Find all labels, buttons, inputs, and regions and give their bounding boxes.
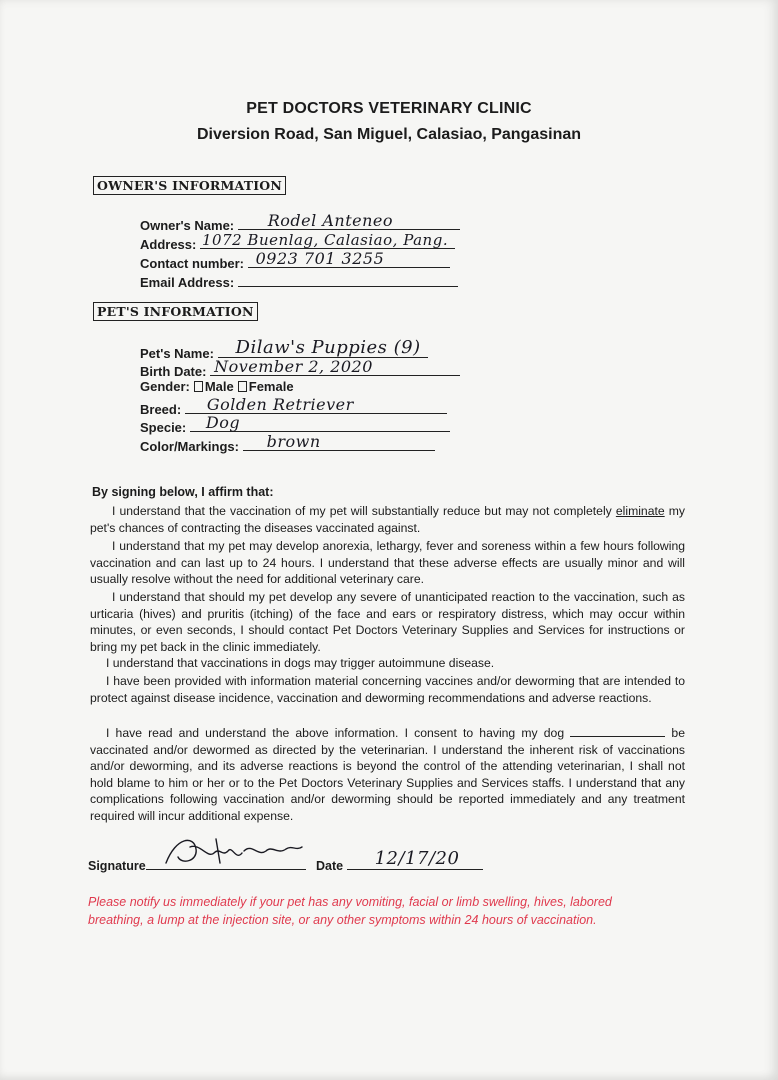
affirm-p1-text: I understand that the vaccination of my pet will substantially reduce but may not completely bbox=[112, 504, 612, 518]
warning-note: Please notify us immediately if your pet has any vomiting, facial or limb swelling, hives, labored breathing, a lump at the injection site, or any other symptoms within 24 hours of vaccination. bbox=[88, 895, 612, 927]
pet-name-value: Dilaw's Puppies (9) bbox=[235, 337, 421, 358]
owner-email-field bbox=[140, 271, 458, 290]
affirm-paragraph-3: I understand that should my pet develop any severe of unanticipated reaction to the vaccination, such as urticaria (hives) and pruritis (itching) of the face and ears or respiratory distress, which may occur within minutes, or even seconds, I should contact Pet Doctors Veterinary Supplies and Services for instructions or bring my pet back in the clinic immediately. bbox=[90, 590, 685, 654]
owner-contact-value: 0923 701 3255 bbox=[255, 249, 385, 268]
owner-email-label: Email Address: bbox=[140, 275, 235, 290]
gender-field bbox=[140, 379, 294, 394]
female-checkbox[interactable] bbox=[238, 381, 247, 392]
owner-address-label: Address: bbox=[140, 237, 197, 252]
owner-email-line[interactable] bbox=[238, 271, 458, 287]
pet-name-label: Pet's Name: bbox=[140, 346, 214, 361]
date-value: 12/17/20 bbox=[374, 848, 460, 869]
specie-line[interactable] bbox=[190, 413, 450, 432]
handwritten-signature bbox=[156, 833, 306, 869]
owner-name-label: Owner's Name: bbox=[140, 218, 235, 233]
clinic-name: PET DOCTORS VETERINARY CLINIC bbox=[246, 100, 532, 117]
specie-label: Specie: bbox=[140, 420, 187, 435]
owner-name-line[interactable] bbox=[238, 211, 460, 230]
date-field bbox=[316, 848, 483, 873]
birth-date-value: November 2, 2020 bbox=[214, 357, 373, 376]
clinic-address: Diversion Road, San Miguel, Calasiao, Pangasinan bbox=[196, 126, 582, 143]
signature-line[interactable] bbox=[146, 855, 306, 870]
affirm-heading: By signing below, I affirm that: bbox=[92, 485, 274, 499]
owner-section-title: OWNER'S INFORMATION bbox=[93, 176, 286, 195]
gender-label: Gender: bbox=[140, 379, 190, 394]
color-label: Color/Markings: bbox=[140, 439, 239, 454]
owner-contact-label: Contact number: bbox=[140, 256, 244, 271]
date-label: Date bbox=[316, 859, 344, 873]
color-line[interactable] bbox=[243, 432, 435, 451]
color-value: brown bbox=[266, 432, 321, 451]
owner-address-line[interactable] bbox=[200, 233, 455, 249]
owner-contact-line[interactable] bbox=[248, 249, 450, 268]
affirm-p1-text-end: my pet's chances of contracting the diseases vaccinated against. bbox=[90, 504, 686, 535]
owner-address-value: 1072 Buenlag, Calasiao, Pang. bbox=[201, 231, 449, 249]
date-line[interactable] bbox=[347, 848, 483, 870]
affirm-paragraph-1 bbox=[90, 503, 685, 536]
male-label: Male bbox=[204, 379, 234, 394]
female-label: Female bbox=[248, 379, 294, 394]
birth-date-line[interactable] bbox=[210, 357, 460, 376]
signature-field bbox=[88, 855, 306, 873]
dog-name-blank[interactable] bbox=[570, 724, 665, 737]
owner-contact-field bbox=[140, 249, 450, 271]
affirm-paragraph-4: I understand that vaccinations in dogs may trigger autoimmune disease. bbox=[106, 656, 495, 670]
male-checkbox[interactable] bbox=[194, 381, 203, 392]
affirm-p6-text: I have read and understand the above information. I consent to having my dog bbox=[106, 726, 565, 740]
breed-line[interactable] bbox=[185, 395, 447, 414]
affirm-paragraph-2: I understand that my pet may develop anorexia, lethargy, fever and soreness within a few hours following vaccination and can last up to 24 hours. I understand that these adverse effects are usually minor and will usually resolve without the need for additional veterinary care. bbox=[90, 539, 685, 586]
owner-name-value: Rodel Anteneo bbox=[267, 211, 394, 230]
birth-date-label: Birth Date: bbox=[140, 364, 207, 379]
color-field bbox=[140, 432, 435, 454]
affirm-p6-text-end: be vaccinated and/or dewormed as directed by the veterinarian. I understand the inherent risk of vaccinations and/or deworming, and its adverse reactions is beyond the control of the attending veterinarian, I shall not hold blame to him or her or to the Pet Doctors Veterinary Supplies and Services staffs. I understand that any complications following vaccination and/or deworming should be reported immediately and any treatment required will incur additional expense. bbox=[90, 726, 685, 823]
breed-field bbox=[140, 395, 447, 417]
specie-value: Dog bbox=[205, 413, 241, 432]
affirm-paragraph-5: I have been provided with information material concerning vaccines and/or deworming that are intended to protect against disease incidence, vaccination and deworming recommendations and adverse reactions. bbox=[90, 674, 685, 705]
affirm-paragraph-6 bbox=[90, 724, 685, 824]
breed-label: Breed: bbox=[140, 402, 182, 417]
pet-section-title: PET'S INFORMATION bbox=[93, 302, 258, 321]
birth-date-field bbox=[140, 357, 460, 379]
pet-name-line[interactable] bbox=[218, 337, 428, 358]
affirm-p1-underlined: eliminate bbox=[615, 504, 665, 518]
signature-label: Signature bbox=[88, 859, 146, 873]
breed-value: Golden Retriever bbox=[206, 395, 354, 414]
